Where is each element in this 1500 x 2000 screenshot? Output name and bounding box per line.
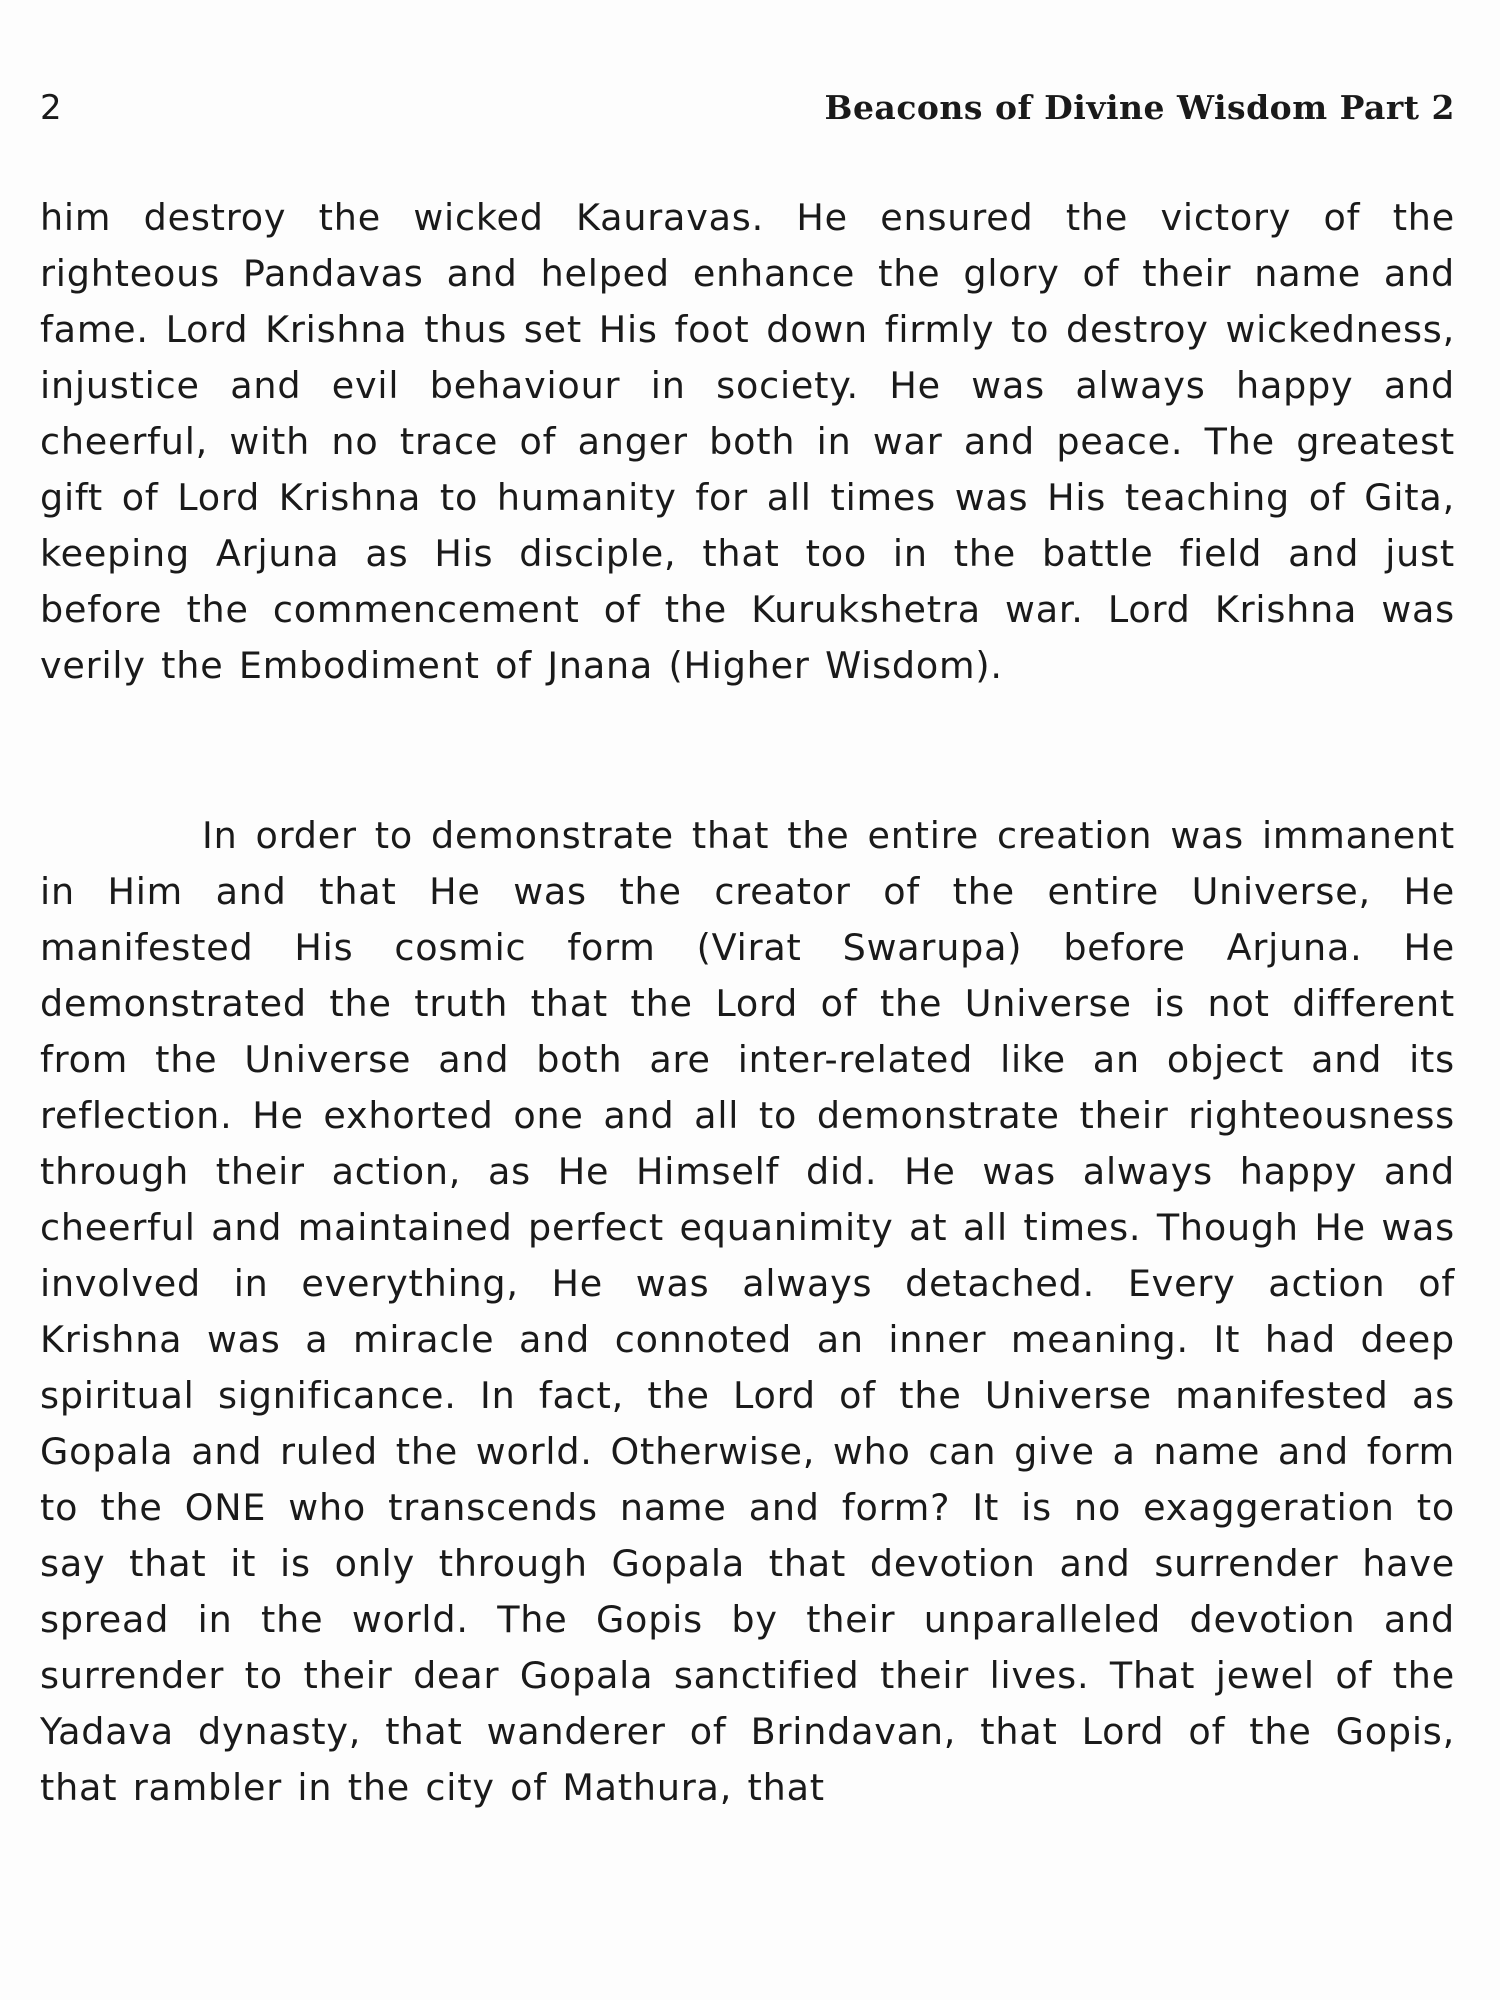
- running-head-title: Beacons of Divine Wisdom Part 2: [824, 88, 1455, 127]
- body-paragraph-1: him destroy the wicked Kauravas. He ensured the victory of the righteous Pandavas and helped enhance the glory of their name and fame. Lord Krishna thus set His foot down firmly to destroy wickedness, injustice and evil behaviour in society. He was always happy and cheerful, with no trace of anger both in war and peace. The greatest gift of Lord Krishna to humanity for all times was His teaching of Gita, keeping Arjuna as His disciple, that too in the battle field and just before the commencement of the Kurukshetra war. Lord Krishna was verily the Embodiment of Jnana (Higher Wisdom).: [40, 196, 1455, 687]
- page-number: 2: [40, 88, 62, 128]
- page-header: [40, 88, 1455, 138]
- body-paragraph-2: In order to demonstrate that the entire creation was immanent in Him and that He was the creator of the entire Universe, He manifested His cosmic form (Virat Swarupa) before Arjuna. He demonstrated the truth that the Lord of the Universe is not different from the Universe and both are inter-related like an object and its reflection. He exhorted one and all to demonstrate their righteousness through their action, as He Himself did. He was always happy and cheerful and maintained perfect equanimity at all times. Though He was involved in everything, He was always detached. Every action of Krishna was a miracle and connoted an inner meaning. It had deep spiritual significance. In fact, the Lord of the Universe manifested as Gopala and ruled the world. Otherwise, who can give a name and form to the ONE who transcends name and form? It is no exaggeration to say that it is only through Gopala that devotion and surrender have spread in the world. The Gopis by their unparalleled devotion and surrender to their dear Gopala sanctified their lives. That jewel of the Yadava dynasty, that wanderer of Brindavan, that Lord of the Gopis, that rambler in the city of Mathura, that: [40, 814, 1455, 1809]
